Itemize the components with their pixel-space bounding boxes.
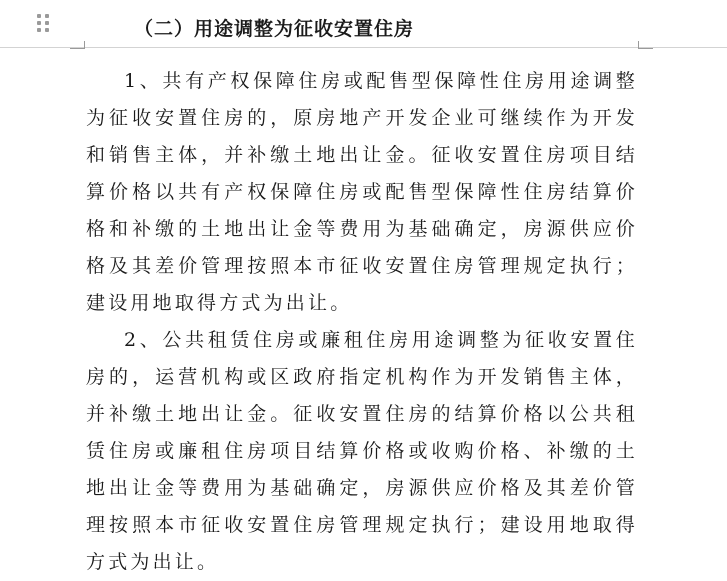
page-boundary-line	[0, 47, 727, 48]
paragraph-2: 2、公共租赁住房或廉租住房用途调整为征收安置住房的，运营机构或区政府指定机构作为开发销售主体，并补缴土地出让金。征收安置住房的结算价格以公共租赁住房或廉租住房项目结算价格或收购价格、补缴的土地出让金等费用为基础确定，房源供应价格及其差价管理按照本市征收安置住房管理规定执行；建设用地取得方式为出让。	[86, 329, 638, 573]
paragraph-1: 1、共有产权保障住房或配售型保障性住房用途调整为征收安置住房的，原房地产开发企业可继续作为开发和销售主体，并补缴土地出让金。征收安置住房项目结算价格以共有产权保障住房或配售型保障性住房结算价格和补缴的土地出让金等费用为基础确定，房源供应价格及其差价管理按照本市征收安置住房管理规定执行；建设用地取得方式为出让。	[86, 70, 638, 314]
margin-corner-mark-left	[70, 41, 85, 49]
margin-corner-mark-right	[638, 41, 653, 49]
section-heading: （二）用途调整为征收安置住房	[134, 18, 415, 40]
document-body	[86, 63, 638, 581]
drag-handle-icon[interactable]	[37, 14, 49, 32]
